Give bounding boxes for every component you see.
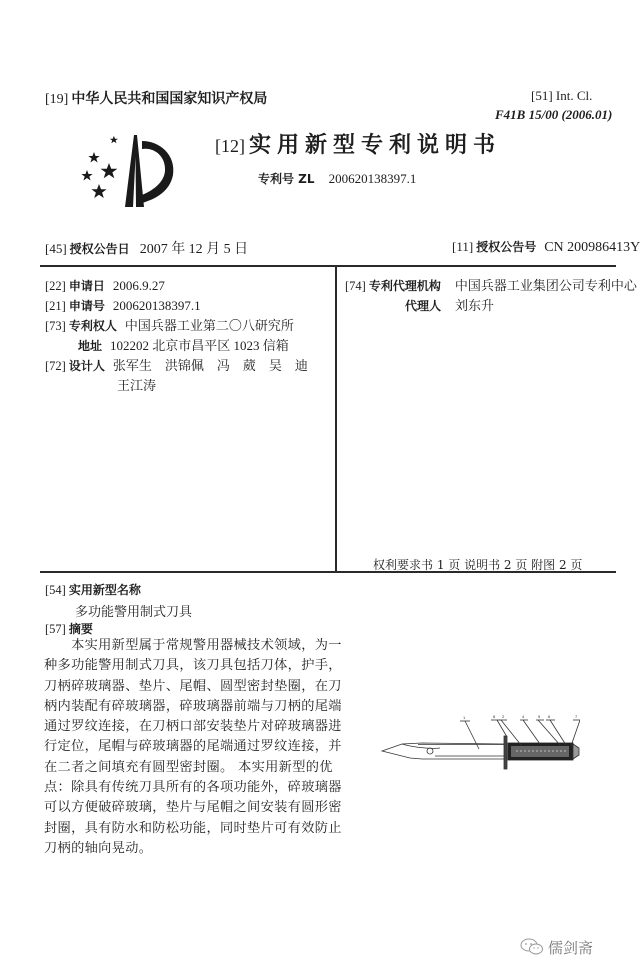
divider-top [40,265,616,267]
field-designers-cont: 王江涛 [117,378,157,393]
field-address: 地址 102202 北京市昌平区 1023 信箱 [78,338,289,353]
svg-text:8: 8 [493,715,496,719]
cnipa-logo-icon [78,127,183,207]
svg-text:6: 6 [548,715,551,719]
field-patent-agency: [74] 专利代理机构 中国兵器工业集团公司专利中心 [345,278,637,293]
document-type-title: [12] 实用新型专利说明书 [215,133,502,158]
abstract-text: 本实用新型属于常规警用器械技术领域，为一 种多功能警用制式刀具，该刀具包括刀体，护手， 刀柄碎玻璃器、垫片、尾帽、圆型密封垫圈，在刀 柄内装配有碎玻璃器，碎玻璃器前端与刀柄的尾端 通过罗纹连接，在刀柄口部安装垫片对碎玻璃器进 行定位，尾帽与碎玻璃器的尾端通过罗纹连接，并 在二者之间填充有圆型密封圈。 本实用新型的优 点：除具有传统刀具所有的各项功能外，碎玻璃器 可以方便破碎玻璃，垫片与尾帽之间安装有圆形密 封圈，具有防水和防松功能，同时垫片可有效防止 刀柄的轴向晃动。 [44,638,342,856]
int-cl-code: F41B 15/00 (2006.01) [495,107,613,122]
svg-text:1: 1 [463,715,466,720]
field-patentee: [73] 专利权人 中国兵器工业第二〇八研究所 [45,318,294,333]
svg-text:4: 4 [522,715,525,719]
svg-text:2: 2 [502,715,505,719]
abstract-label: [57] 摘要 [45,622,93,636]
office-name: [19] 中华人民共和国国家知识产权局 [45,91,268,107]
field-application-number: [21] 申请号 200620138397.1 [45,298,201,313]
wechat-icon [520,938,544,956]
knife-cross-section-drawing [380,715,580,785]
grant-date: [45] 授权公告日 2007 年 12 月 5 日 [45,241,249,257]
divider-vertical [335,265,337,572]
field-designers: [72] 设计人 张军生 洪锦佩 冯 葳 吴 迪 [45,358,308,373]
grant-number: [11] 授权公告号 CN 200986413Y [452,239,640,255]
svg-text:5: 5 [538,715,541,719]
svg-text:7: 7 [575,715,578,719]
field-agent: 代理人 刘东升 [405,298,495,313]
watermark-text: 儒剑斋 [548,939,594,957]
page-counts: 权利要求书 1 页 说明书 2 页 附图 2 页 [373,558,583,572]
field-application-date: [22] 申请日 2006.9.27 [45,278,165,293]
patent-number: 专利号 ZL 200620138397.1 [258,171,417,186]
int-cl-label: [51] Int. Cl. [531,88,593,103]
utility-model-title: 多功能警用制式刀具 [75,605,193,620]
utility-model-title-label: [54] 实用新型名称 [45,583,141,597]
